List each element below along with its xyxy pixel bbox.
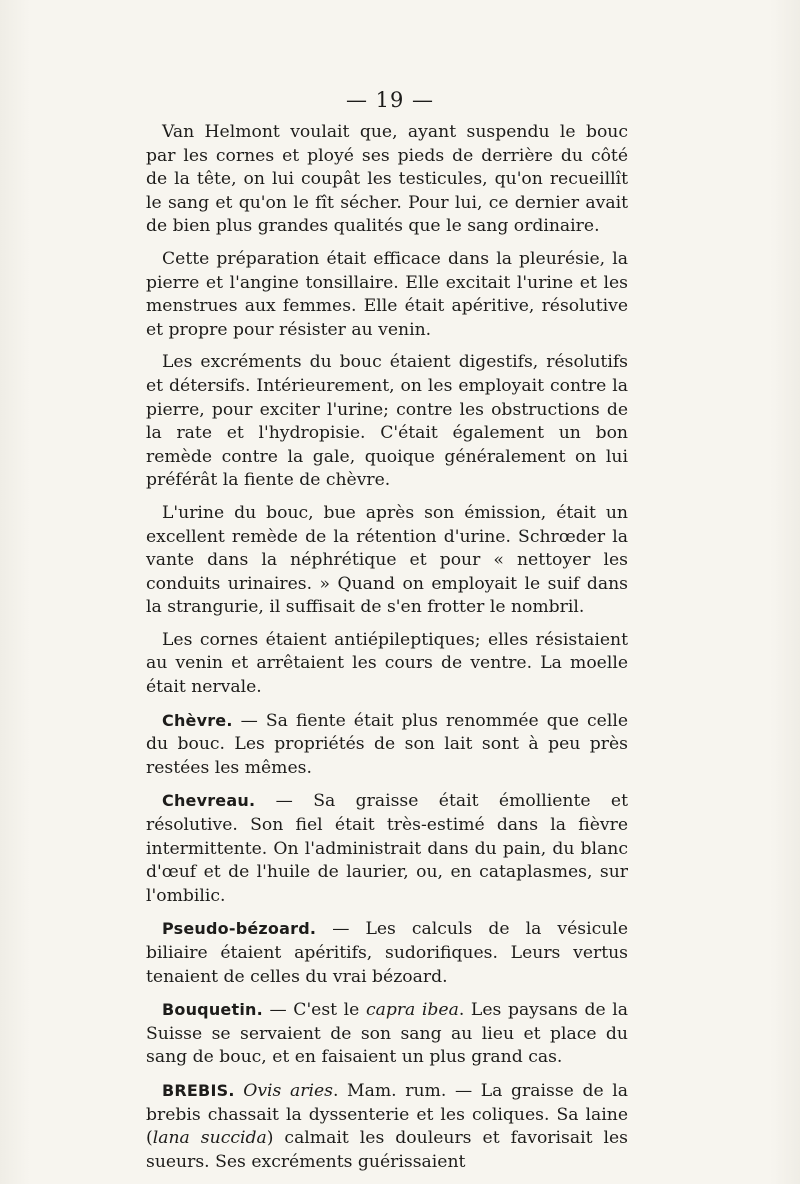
body-text [146,121,628,1174]
entry-text-chevreau: — Sa graisse était émolliente et résolutive. Son fiel était très-estimé dans la fièvre intermittente. On l'administrait dans du pain, du blanc d'œuf et de l'huile de laurier, ou, en cataplasmes, sur l'ombilic. [146,791,628,906]
entry-heading-pseudo-bezoard: Pseudo-bézoard. [162,919,317,939]
entry-text-bouquetin-b: . Les paysans de la Suisse se servaient de son sang au lieu et place du sang de bouc, et en faisaient un plus grand cas. [146,1000,628,1068]
page-number: — 19 — [345,88,435,112]
entry-latin-brebis: Ovis aries [243,1080,333,1101]
entry-text-brebis-a: . Mam. rum. — La graisse de la brebis chassait la dyssenterie et les coliques. Sa laine ( [146,1080,628,1149]
entry-text-brebis-b: ) calmait les douleurs et favorisait les sueurs. Ses excréments guérissaient [146,1128,628,1172]
entry-heading-brebis: BREBIS. [162,1080,235,1100]
entry-heading-chevre: Chèvre. [162,710,233,730]
paragraph-van-helmont: Van Helmont voulait que, ayant suspendu le bouc par les cornes et ployé ses pieds de derrière du côté de la tête, on lui coupât les testicules, qu'on recueillît le sang et qu'on le fît sécher. Pour lui, ce dernier avait de bien plus grandes qualités que le sang ordinaire. [146,122,628,237]
entry-text-pseudo-bezoard: — Les calculs de la vésicule biliaire étaient apéritifs, sudorifiques. Leurs vertus tenaient de celles du vrai bézoard. [146,919,628,987]
entry-chevre [146,709,628,781]
entry-chevreau [146,789,628,908]
paragraph-cornes: Les cornes étaient antiépileptiques; elles résistaient au venin et arrêtaient les cours de ventre. La moelle était nervale. [146,629,628,698]
entry-heading-bouquetin: Bouquetin. [162,1000,263,1020]
entry-heading-chevreau: Chevreau. [162,791,256,811]
entry-brebis [146,1079,628,1174]
entry-latin-brebis-2: lana succida [152,1128,267,1149]
entry-latin-bouquetin: capra ibea [365,1000,459,1021]
paragraph-excrements: Les excréments du bouc étaient digestifs, résolutifs et détersifs. Intérieurement, on les employait contre la pierre, pour exciter l'urine; contre les obstructions de la rate et l'hydropisie. C'était également un bon remède contre la gale, quoique généralement on lui préférât la fiente de chèvre. [146,352,628,491]
paragraph-urine: L'urine du bouc, bue après son émission, était un excellent remède de la rétention d'urine. Schrœder la vante dans la néphrétique et pour « nettoyer les conduits urinaires. » Quand on employait le suif dans la strangurie, il suffisait de s'en frotter le nombril. [146,502,628,618]
entry-bouquetin [146,998,628,1070]
entry-text-chevre: — Sa fiente était plus renommée que celle du bouc. Les propriétés de son lait sont à peu près restées les mêmes. [146,710,628,778]
entry-pseudo-bezoard [146,917,628,989]
paragraph-preparation: Cette préparation était efficace dans la pleurésie, la pierre et l'angine tonsillaire. Elle excitait l'urine et les menstrues aux femmes. Elle était apéritive, résolutive et propre pour résister au venin. [146,248,628,340]
entry-text-bouquetin-a: — C'est le [262,1000,366,1021]
